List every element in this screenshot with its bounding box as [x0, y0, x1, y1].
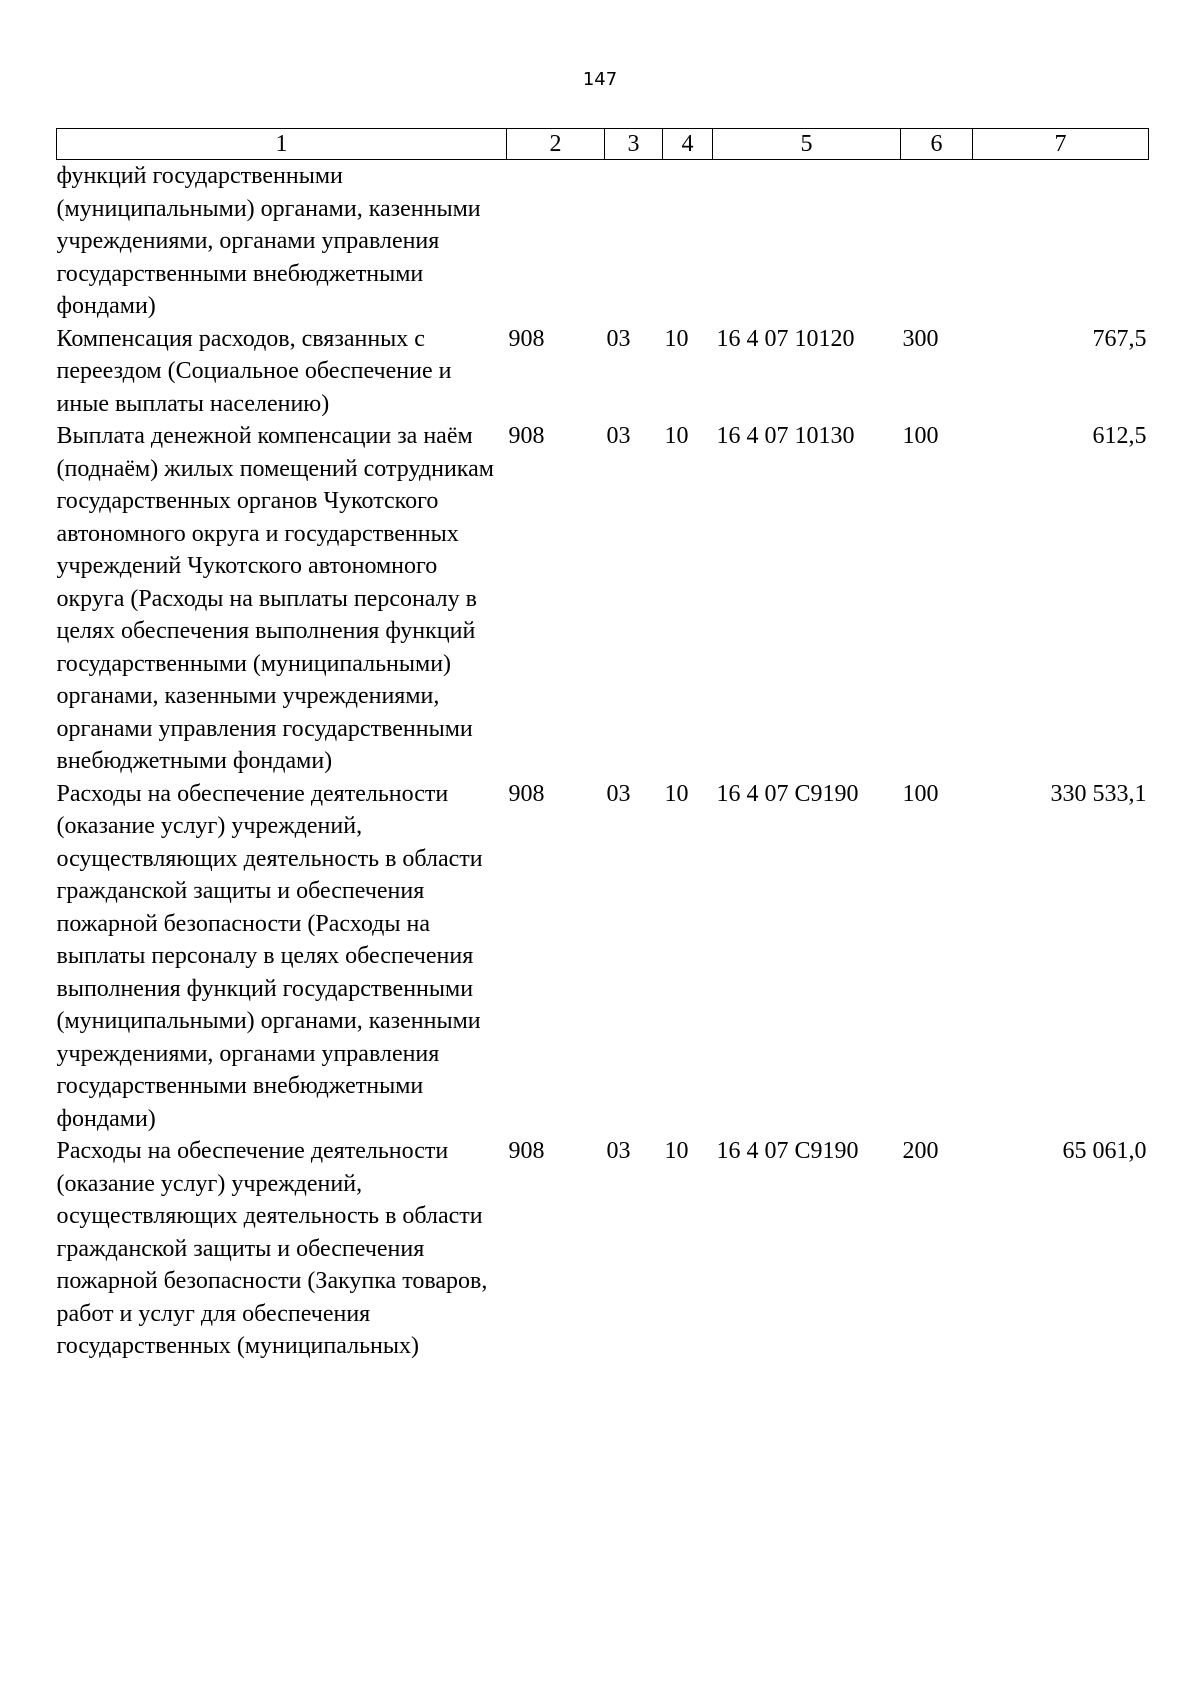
- header-col-7: 7: [973, 129, 1149, 160]
- row-gr-code: [507, 160, 605, 323]
- row-gr-code: 908: [508, 1138, 545, 1164]
- row-subsection: 10: [664, 325, 689, 352]
- row-name: Выплата денежной компенсации за наём (поднаём) жилых помещений сотрудникам государственных органов Чукотского автономного округа и государственных учреждений Чукотского автономного округа (Расходы на выплаты персоналу в целях обеспечения выполнения функций государственными (муниципальными) органами, казенными учреждениями, органами управления государственными внебюджетными фондами): [56, 423, 494, 774]
- row-subsection: [663, 160, 713, 323]
- header-row: [57, 129, 1149, 160]
- row-section: 03: [606, 1138, 631, 1164]
- row-name: Расходы на обеспечение деятельности (оказание услуг) учреждений, осуществляющих деятельность в области гражданской защиты и обеспечения пожарной безопасности (Расходы на выплаты персоналу в целях обеспечения выполнения функций государственными (муниципальными) органами, казенными учреждениями, органами управления государственными внебюджетными фондами): [56, 780, 483, 1132]
- row-target-article: 16 4 07 С9190: [716, 1138, 859, 1164]
- table-header: [57, 129, 1149, 160]
- budget-table: [56, 128, 1149, 1363]
- row-expense-type: 100: [902, 423, 939, 449]
- table-row: [57, 1135, 1149, 1363]
- page-number: 147: [582, 69, 618, 90]
- row-target-article: 16 4 07 С9190: [716, 780, 859, 807]
- header-col-2: 2: [507, 129, 605, 160]
- header-col-5: 5: [713, 129, 901, 160]
- header-col-4: 4: [663, 129, 713, 160]
- header-col-1: 1: [57, 129, 507, 160]
- row-gr-code: 908: [508, 325, 545, 352]
- row-gr-code: 908: [508, 423, 545, 449]
- row-subsection: 10: [664, 423, 689, 449]
- row-amount: 612,5: [1092, 423, 1147, 449]
- budget-table-container: [56, 128, 1148, 1363]
- row-subsection: 10: [664, 1138, 689, 1164]
- row-target-article: [713, 160, 901, 323]
- row-expense-type: 100: [902, 780, 939, 807]
- row-expense-type: [901, 160, 973, 323]
- row-expense-type: 300: [902, 325, 939, 352]
- row-amount: 65 061,0: [1062, 1138, 1147, 1164]
- table-row: [57, 420, 1149, 778]
- row-target-article: 16 4 07 10130: [716, 423, 855, 449]
- row-section: 03: [606, 423, 631, 449]
- table-body: [57, 160, 1149, 1363]
- row-name: Компенсация расходов, связанных с переездом (Социальное обеспечение и иные выплаты населению): [56, 325, 452, 417]
- header-col-6: 6: [901, 129, 973, 160]
- row-gr-code: 908: [508, 780, 545, 807]
- row-subsection: 10: [664, 780, 689, 807]
- table-row: [57, 778, 1149, 1136]
- row-section: 03: [606, 780, 631, 807]
- table-row: [57, 323, 1149, 421]
- row-name: Расходы на обеспечение деятельности (оказание услуг) учреждений, осуществляющих деятельность в области гражданской защиты и обеспечения пожарной безопасности (Закупка товаров, работ и услуг для обеспечения государственных (муниципальных): [56, 1138, 488, 1359]
- table-row: [57, 160, 1149, 323]
- row-section: 03: [606, 325, 631, 352]
- row-amount: [973, 160, 1149, 323]
- row-section: [605, 160, 663, 323]
- row-target-article: 16 4 07 10120: [716, 325, 855, 352]
- row-amount: 767,5: [1092, 325, 1147, 352]
- row-expense-type: 200: [902, 1138, 939, 1164]
- header-col-3: 3: [605, 129, 663, 160]
- row-amount: 330 533,1: [1050, 780, 1147, 807]
- row-name: функций государственными (муниципальными) органами, казенными учреждениями, органами управления государственными внебюджетными фондами): [56, 163, 481, 319]
